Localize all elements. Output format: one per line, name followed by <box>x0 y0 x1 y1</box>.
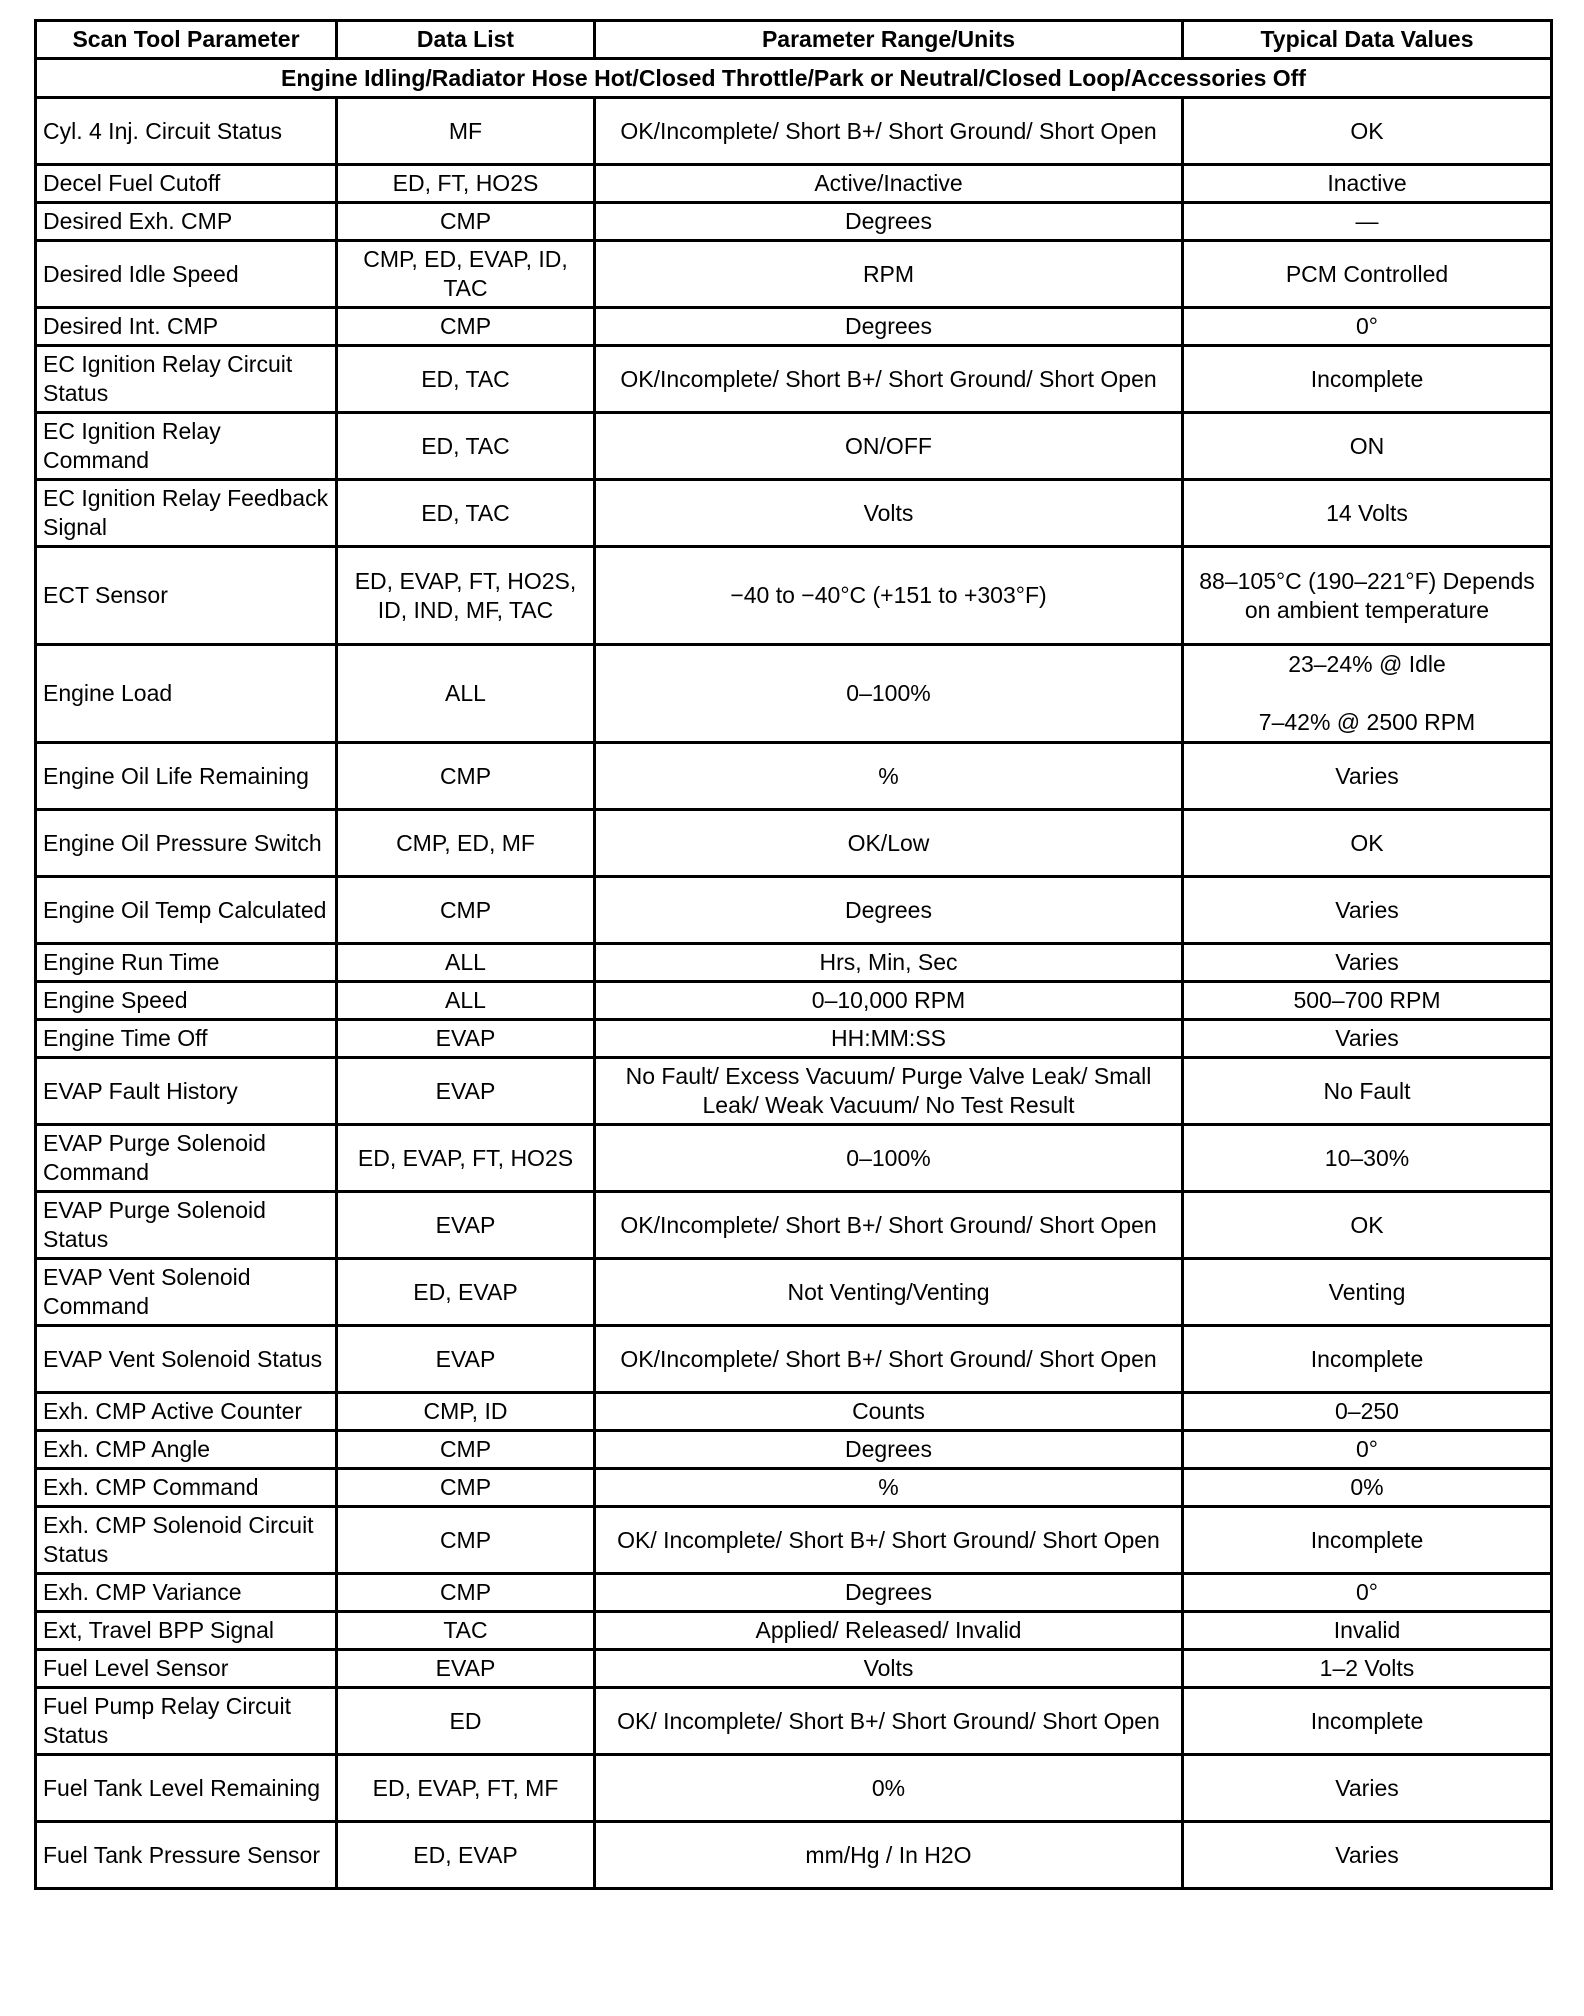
parameter-range: 0–100% <box>595 1125 1183 1192</box>
data-list: CMP <box>337 1469 595 1507</box>
parameter-range: 0% <box>595 1755 1183 1822</box>
typical-value: Invalid <box>1183 1612 1552 1650</box>
data-list: ALL <box>337 944 595 982</box>
parameter-name: Desired Exh. CMP <box>36 203 337 241</box>
typical-value: 0° <box>1183 1431 1552 1469</box>
parameter-range: Volts <box>595 1650 1183 1688</box>
table-row <box>36 241 1552 308</box>
parameter-name: EC Ignition Relay Feedback Signal <box>36 480 337 547</box>
table-row <box>36 982 1552 1020</box>
parameter-range: OK/Incomplete/ Short B+/ Short Ground/ Short Open <box>595 1192 1183 1259</box>
table-row <box>36 743 1552 810</box>
typical-value: 1–2 Volts <box>1183 1650 1552 1688</box>
table-row <box>36 1688 1552 1755</box>
table-row <box>36 346 1552 413</box>
typical-value: 88–105°C (190–221°F) Depends on ambient temperature <box>1183 547 1552 645</box>
typical-value: Venting <box>1183 1259 1552 1326</box>
header-row <box>36 21 1552 59</box>
table-row <box>36 645 1552 743</box>
typical-value: Varies <box>1183 743 1552 810</box>
data-list: ALL <box>337 645 595 743</box>
header-parameter-range-units: Parameter Range/Units <box>595 21 1183 59</box>
parameter-name: Fuel Pump Relay Circuit Status <box>36 1688 337 1755</box>
table-row <box>36 1507 1552 1574</box>
data-list: ED, TAC <box>337 480 595 547</box>
parameter-name: Engine Oil Temp Calculated <box>36 877 337 944</box>
parameter-name: Engine Oil Pressure Switch <box>36 810 337 877</box>
table-row <box>36 1612 1552 1650</box>
parameter-name: Desired Idle Speed <box>36 241 337 308</box>
parameter-range: −40 to −40°C (+151 to +303°F) <box>595 547 1183 645</box>
parameter-name: EVAP Purge Solenoid Command <box>36 1125 337 1192</box>
table-row <box>36 1326 1552 1393</box>
typical-value: 10–30% <box>1183 1125 1552 1192</box>
table-row <box>36 1125 1552 1192</box>
header-typical-data-values: Typical Data Values <box>1183 21 1552 59</box>
data-list: ED, EVAP <box>337 1822 595 1889</box>
parameter-name: EVAP Vent Solenoid Status <box>36 1326 337 1393</box>
data-list: TAC <box>337 1612 595 1650</box>
parameter-range: OK/Incomplete/ Short B+/ Short Ground/ Short Open <box>595 98 1183 165</box>
parameter-name: EVAP Fault History <box>36 1058 337 1125</box>
typical-value: OK <box>1183 98 1552 165</box>
data-list: MF <box>337 98 595 165</box>
data-list: CMP, ED, EVAP, ID, TAC <box>337 241 595 308</box>
parameter-name: Exh. CMP Angle <box>36 1431 337 1469</box>
parameter-name: Fuel Tank Pressure Sensor <box>36 1822 337 1889</box>
parameter-name: EC Ignition Relay Circuit Status <box>36 346 337 413</box>
typical-value: OK <box>1183 1192 1552 1259</box>
data-list: ED, EVAP, FT, HO2S, ID, IND, MF, TAC <box>337 547 595 645</box>
data-list: ED, TAC <box>337 413 595 480</box>
parameter-range: Degrees <box>595 1431 1183 1469</box>
data-list: ED, EVAP, FT, HO2S <box>337 1125 595 1192</box>
table-row <box>36 1020 1552 1058</box>
typical-value: 0% <box>1183 1469 1552 1507</box>
data-list: CMP <box>337 1507 595 1574</box>
table-row <box>36 1431 1552 1469</box>
parameter-range: % <box>595 743 1183 810</box>
parameter-range: ON/OFF <box>595 413 1183 480</box>
data-list: ED, TAC <box>337 346 595 413</box>
parameter-name: Exh. CMP Variance <box>36 1574 337 1612</box>
table-row <box>36 1058 1552 1125</box>
parameter-name: Decel Fuel Cutoff <box>36 165 337 203</box>
table-row <box>36 1574 1552 1612</box>
parameter-range: Degrees <box>595 877 1183 944</box>
parameter-name: EVAP Purge Solenoid Status <box>36 1192 337 1259</box>
table-row <box>36 1393 1552 1431</box>
table-row <box>36 810 1552 877</box>
parameter-name: EC Ignition Relay Command <box>36 413 337 480</box>
parameter-range: Active/Inactive <box>595 165 1183 203</box>
parameter-range: % <box>595 1469 1183 1507</box>
typical-value: ON <box>1183 413 1552 480</box>
typical-value: Varies <box>1183 877 1552 944</box>
data-list: CMP <box>337 1431 595 1469</box>
table-row <box>36 308 1552 346</box>
table-row <box>36 547 1552 645</box>
parameter-name: Engine Load <box>36 645 337 743</box>
typical-value: 0° <box>1183 308 1552 346</box>
typical-value: Incomplete <box>1183 1326 1552 1393</box>
data-list: CMP <box>337 308 595 346</box>
parameter-range: Volts <box>595 480 1183 547</box>
parameter-range: OK/Incomplete/ Short B+/ Short Ground/ Short Open <box>595 346 1183 413</box>
typical-value: Inactive <box>1183 165 1552 203</box>
parameter-range: OK/ Incomplete/ Short B+/ Short Ground/ Short Open <box>595 1507 1183 1574</box>
parameter-range: Hrs, Min, Sec <box>595 944 1183 982</box>
data-list: CMP <box>337 743 595 810</box>
header-data-list: Data List <box>337 21 595 59</box>
data-list: EVAP <box>337 1326 595 1393</box>
data-list: ED, EVAP, FT, MF <box>337 1755 595 1822</box>
data-list: CMP, ID <box>337 1393 595 1431</box>
table-row <box>36 98 1552 165</box>
typical-value: Varies <box>1183 944 1552 982</box>
typical-value: Incomplete <box>1183 1507 1552 1574</box>
typical-value: — <box>1183 203 1552 241</box>
data-list: ED <box>337 1688 595 1755</box>
typical-value: 0–250 <box>1183 1393 1552 1431</box>
parameter-name: Engine Speed <box>36 982 337 1020</box>
table-row <box>36 165 1552 203</box>
parameter-range: RPM <box>595 241 1183 308</box>
parameter-name: EVAP Vent Solenoid Command <box>36 1259 337 1326</box>
parameter-range: OK/ Incomplete/ Short B+/ Short Ground/ Short Open <box>595 1688 1183 1755</box>
parameter-range: HH:MM:SS <box>595 1020 1183 1058</box>
data-list: ED, EVAP <box>337 1259 595 1326</box>
table-row <box>36 1822 1552 1889</box>
scan-tool-data-table <box>34 19 1553 1890</box>
parameter-name: Fuel Level Sensor <box>36 1650 337 1688</box>
parameter-name: ECT Sensor <box>36 547 337 645</box>
parameter-range: mm/Hg / In H2O <box>595 1822 1183 1889</box>
parameter-range: No Fault/ Excess Vacuum/ Purge Valve Leak/ Small Leak/ Weak Vacuum/ No Test Result <box>595 1058 1183 1125</box>
table-row <box>36 944 1552 982</box>
header-scan-tool-parameter: Scan Tool Parameter <box>36 21 337 59</box>
typical-value: Varies <box>1183 1020 1552 1058</box>
data-list: CMP <box>337 877 595 944</box>
data-list: EVAP <box>337 1020 595 1058</box>
typical-value: 0° <box>1183 1574 1552 1612</box>
table-row <box>36 1650 1552 1688</box>
parameter-range: OK/Low <box>595 810 1183 877</box>
parameter-range: Degrees <box>595 308 1183 346</box>
typical-value: Incomplete <box>1183 346 1552 413</box>
parameter-name: Ext, Travel BPP Signal <box>36 1612 337 1650</box>
typical-value: Incomplete <box>1183 1688 1552 1755</box>
typical-value: PCM Controlled <box>1183 241 1552 308</box>
data-list: EVAP <box>337 1058 595 1125</box>
parameter-name: Exh. CMP Command <box>36 1469 337 1507</box>
typical-value: 500–700 RPM <box>1183 982 1552 1020</box>
data-list: CMP, ED, MF <box>337 810 595 877</box>
typical-value: Varies <box>1183 1755 1552 1822</box>
data-list: EVAP <box>337 1650 595 1688</box>
data-list: EVAP <box>337 1192 595 1259</box>
test-condition: Engine Idling/Radiator Hose Hot/Closed Throttle/Park or Neutral/Closed Loop/Accessories Off <box>36 59 1552 98</box>
condition-row <box>36 59 1552 98</box>
data-list: CMP <box>337 203 595 241</box>
parameter-name: Engine Oil Life Remaining <box>36 743 337 810</box>
typical-value: 23–24% @ Idle 7–42% @ 2500 RPM <box>1183 645 1552 743</box>
parameter-name: Desired Int. CMP <box>36 308 337 346</box>
typical-value: Varies <box>1183 1822 1552 1889</box>
parameter-range: Degrees <box>595 203 1183 241</box>
typical-value: No Fault <box>1183 1058 1552 1125</box>
parameter-range: OK/Incomplete/ Short B+/ Short Ground/ Short Open <box>595 1326 1183 1393</box>
data-list: ALL <box>337 982 595 1020</box>
parameter-name: Fuel Tank Level Remaining <box>36 1755 337 1822</box>
parameter-range: Counts <box>595 1393 1183 1431</box>
parameter-range: 0–10,000 RPM <box>595 982 1183 1020</box>
data-list: ED, FT, HO2S <box>337 165 595 203</box>
parameter-name: Exh. CMP Solenoid Circuit Status <box>36 1507 337 1574</box>
typical-value: 14 Volts <box>1183 480 1552 547</box>
data-list: CMP <box>337 1574 595 1612</box>
table-row <box>36 1469 1552 1507</box>
parameter-name: Engine Time Off <box>36 1020 337 1058</box>
typical-value: OK <box>1183 810 1552 877</box>
parameter-name: Cyl. 4 Inj. Circuit Status <box>36 98 337 165</box>
table-row <box>36 1259 1552 1326</box>
parameter-name: Exh. CMP Active Counter <box>36 1393 337 1431</box>
parameter-range: Not Venting/Venting <box>595 1259 1183 1326</box>
parameter-range: Degrees <box>595 1574 1183 1612</box>
table-row <box>36 480 1552 547</box>
table-row <box>36 413 1552 480</box>
parameter-name: Engine Run Time <box>36 944 337 982</box>
parameter-range: 0–100% <box>595 645 1183 743</box>
table-row <box>36 877 1552 944</box>
table-row <box>36 1192 1552 1259</box>
table-row <box>36 203 1552 241</box>
parameter-range: Applied/ Released/ Invalid <box>595 1612 1183 1650</box>
table-row <box>36 1755 1552 1822</box>
